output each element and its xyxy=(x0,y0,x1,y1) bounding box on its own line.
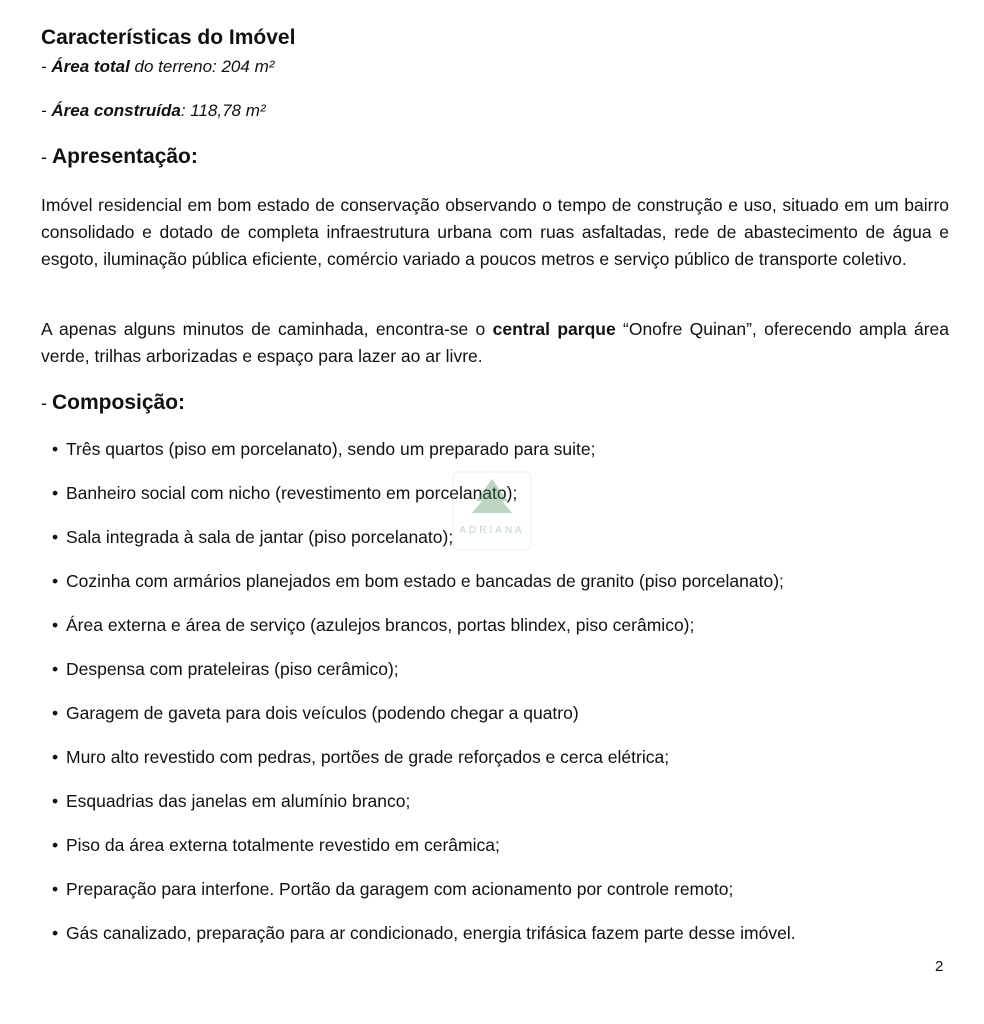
page-title: Características do Imóvel xyxy=(41,26,296,49)
list-item-text: Área externa e área de serviço (azulejos brancos, portas blindex, piso cerâmico); xyxy=(66,615,695,635)
list-item xyxy=(52,745,796,789)
bullet: • xyxy=(52,483,59,503)
bullet: • xyxy=(52,571,59,591)
apresentacao-paragraph-1: Imóvel residencial em bom estado de conservação observando o tempo de construção e uso, situado em um bairro consolidado e dotado de completa infraestrutura urbana com ruas asfaltadas, rede de abastecimento de água e esgoto, iluminação pública eficiente, comércio variado a poucos metros e serviço público de transporte coletivo. xyxy=(41,195,949,269)
apresentacao-heading: - Apresentação: xyxy=(41,145,198,168)
list-item xyxy=(52,701,796,745)
list-item xyxy=(52,877,796,921)
area-construida-value: : 118,78 m² xyxy=(180,101,266,120)
list-item xyxy=(52,569,796,613)
apresentacao-paragraph-2 xyxy=(41,316,949,370)
bullet: • xyxy=(52,659,59,679)
apresentacao-heading-text: Apresentação: xyxy=(52,145,198,168)
bullet: • xyxy=(52,747,59,767)
bullet: • xyxy=(52,835,59,855)
area-total-label: Área total xyxy=(51,57,130,76)
list-item-text: Despensa com prateleiras (piso cerâmico); xyxy=(66,659,399,679)
area-construida-label: Área construída xyxy=(51,101,181,120)
paragraph-2-bold: central parque xyxy=(492,319,616,339)
bullet: • xyxy=(52,615,59,635)
watermark-text: ADRIANA xyxy=(459,525,525,536)
composicao-heading-text: Composição: xyxy=(52,391,186,414)
list-item-text: Três quartos (piso em porcelanato), sendo um preparado para suite; xyxy=(66,439,596,459)
list-item xyxy=(52,437,796,481)
page-number: 2 xyxy=(935,958,944,975)
composicao-list xyxy=(52,437,796,965)
list-item-text: Esquadrias das janelas em alumínio branco; xyxy=(66,791,411,811)
list-item xyxy=(52,789,796,833)
list-item-text: Piso da área externa totalmente revestido em cerâmica; xyxy=(66,835,500,855)
list-item xyxy=(52,657,796,701)
list-item xyxy=(52,613,796,657)
list-item xyxy=(52,921,796,965)
list-item-text: Muro alto revestido com pedras, portões de grade reforçados e cerca elétrica; xyxy=(66,747,670,767)
bullet: • xyxy=(52,879,59,899)
list-item-text: Garagem de gaveta para dois veículos (podendo chegar a quatro) xyxy=(66,703,579,723)
list-item xyxy=(52,833,796,877)
list-item-text: Gás canalizado, preparação para ar condicionado, energia trifásica fazem parte desse imóvel. xyxy=(66,923,796,943)
bullet: • xyxy=(52,439,59,459)
list-item xyxy=(52,481,796,525)
paragraph-2-after: “Onofre Quinan”, oferecendo ampla área verde, trilhas arborizadas e espaço para lazer ao ar livre. xyxy=(41,319,949,366)
bullet: • xyxy=(52,923,59,943)
list-item-text: Preparação para interfone. Portão da garagem com acionamento por controle remoto; xyxy=(66,879,734,899)
area-total-prefix: - xyxy=(41,57,52,76)
list-item-text: Banheiro social com nicho (revestimento em porcelanato); xyxy=(66,483,518,503)
bullet: • xyxy=(52,703,59,723)
list-item-text: Cozinha com armários planejados em bom estado e bancadas de granito (piso porcelanato); xyxy=(66,571,784,591)
paragraph-2-before: A apenas alguns minutos de caminhada, encontra-se o xyxy=(41,319,493,339)
area-construida-prefix: - xyxy=(41,101,52,120)
area-construida-line xyxy=(41,101,266,121)
list-item-text: Sala integrada à sala de jantar (piso porcelanato); xyxy=(66,527,454,547)
area-total-line xyxy=(41,57,274,77)
area-total-value: do terreno: 204 m² xyxy=(129,57,275,76)
composicao-heading: - Composição: xyxy=(41,391,186,414)
bullet: • xyxy=(52,791,59,811)
list-item xyxy=(52,525,796,569)
bullet: • xyxy=(52,527,59,547)
